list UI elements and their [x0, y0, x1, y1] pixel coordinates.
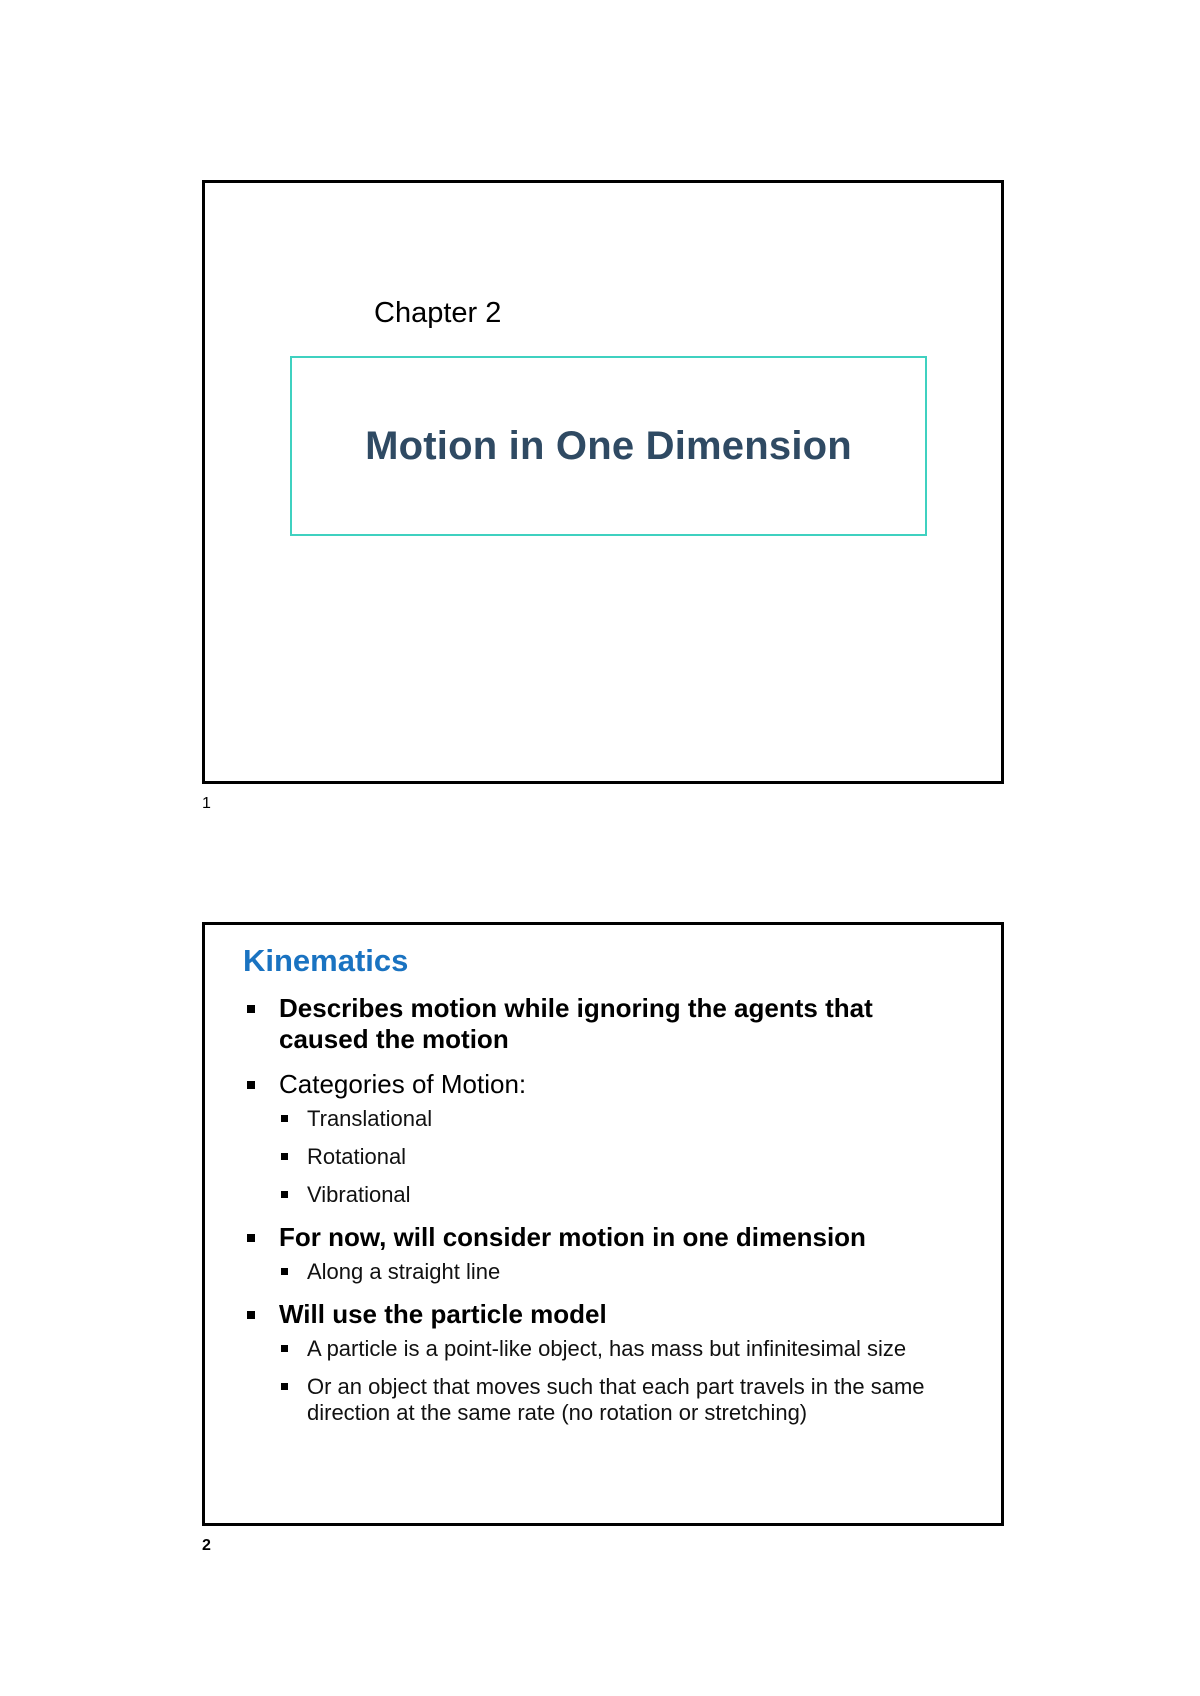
bullet-list — [243, 993, 963, 1440]
bullet-text: For now, will consider motion in one dimension — [279, 1222, 866, 1252]
bullet-square-icon — [281, 1383, 288, 1390]
sub-bullet-text: Translational — [307, 1106, 433, 1131]
page-number-2: 2 — [202, 1537, 211, 1554]
bullet-item — [243, 1222, 963, 1285]
bullet-square-icon — [247, 1234, 255, 1242]
slide-2 — [202, 922, 1004, 1526]
title-box — [290, 356, 927, 536]
bullet-item — [243, 1069, 963, 1208]
sub-bullet-item — [279, 1144, 963, 1170]
bullet-item — [243, 993, 963, 1055]
bullet-square-icon — [247, 1081, 255, 1089]
bullet-square-icon — [281, 1268, 288, 1275]
sub-bullet-text: Rotational — [307, 1144, 407, 1169]
bullet-square-icon — [281, 1153, 288, 1160]
chapter-label: Chapter 2 — [374, 297, 502, 329]
sub-bullet-item — [279, 1259, 963, 1285]
bullet-square-icon — [247, 1311, 255, 1319]
sub-bullet-list — [279, 1259, 963, 1285]
bullet-item — [243, 1299, 963, 1426]
sub-bullet-item — [279, 1182, 963, 1208]
page-number-1: 1 — [202, 795, 211, 812]
sub-bullet-text: Along a straight line — [307, 1259, 501, 1284]
bullet-text: Describes motion while ignoring the agents that caused the motion — [279, 993, 873, 1054]
bullet-square-icon — [281, 1345, 288, 1352]
sub-bullet-text: A particle is a point-like object, has mass but infinitesimal size — [307, 1336, 907, 1361]
slide-heading: Kinematics — [243, 943, 409, 978]
sub-bullet-text: Vibrational — [307, 1182, 411, 1207]
sub-bullet-list — [279, 1106, 963, 1208]
sub-bullet-text: Or an object that moves such that each part travels in the same direction at the same rate (no rotation or stretching) — [307, 1374, 925, 1425]
bullet-text: Categories of Motion: — [279, 1069, 527, 1099]
sub-bullet-item — [279, 1106, 963, 1132]
bullet-text: Will use the particle model — [279, 1299, 607, 1329]
slide-1 — [202, 180, 1004, 784]
sub-bullet-item — [279, 1374, 963, 1426]
bullet-square-icon — [281, 1191, 288, 1198]
slide-title: Motion in One Dimension — [365, 423, 852, 468]
bullet-square-icon — [281, 1115, 288, 1122]
sub-bullet-list — [279, 1336, 963, 1426]
bullet-square-icon — [247, 1005, 255, 1013]
sub-bullet-item — [279, 1336, 963, 1362]
